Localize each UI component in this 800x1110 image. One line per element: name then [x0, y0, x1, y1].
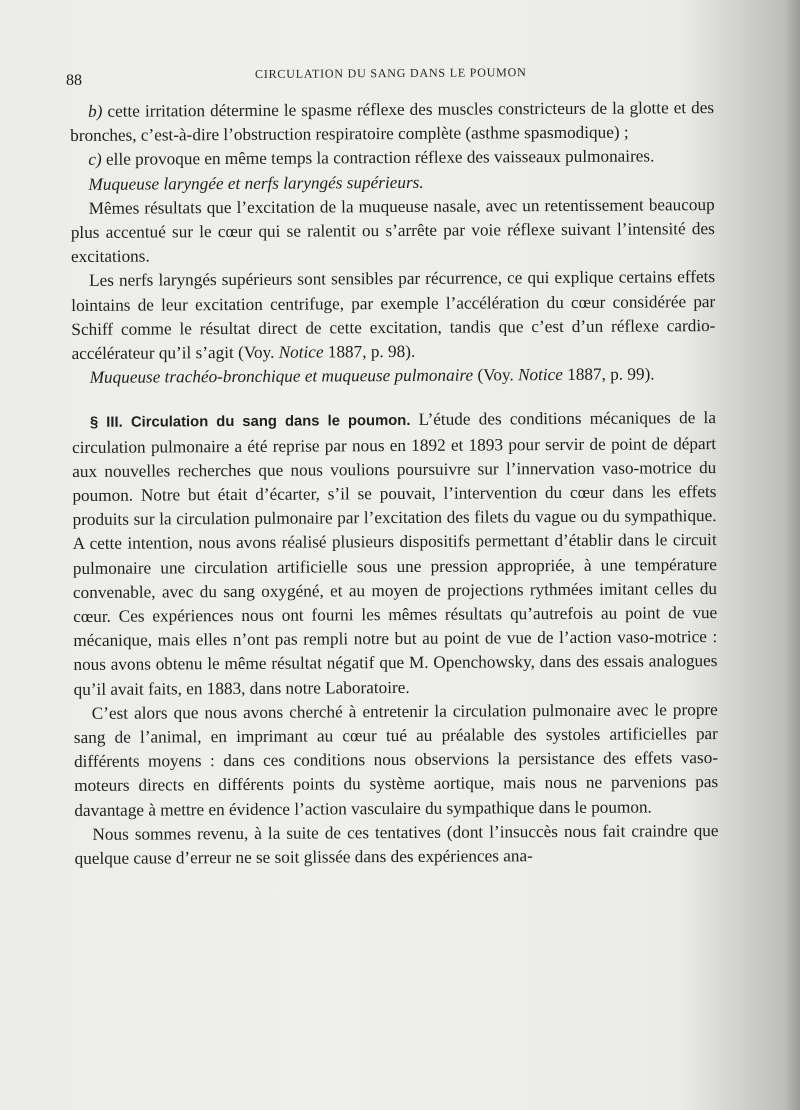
section-iii-paragraph-2: C’est alors que nous avons cherché à entretenir la circulation pulmonaire avec le propre sang de l’animal, en imprimant au cœur tué au préalable des systoles artificielles par différents moyens : dans ces conditions nous observions la persistance des effets vaso-moteurs directs en différents points du système aortique, mais nous ne parvenions pas davantage à mettre en évidence l’action vasculaire du sympathique dans le poumon. — [73, 699, 719, 820]
paragraph-laryngeal-nerves-end: 1887, p. 98). — [323, 341, 416, 362]
subheading-tracheobronchial-title: Muqueuse trachéo-bronchique et muqueuse pulmonaire — [89, 365, 474, 388]
item-c-paragraph — [70, 144, 714, 172]
item-b-paragraph — [70, 96, 714, 148]
paragraph-laryngeal-effects: Mêmes résultats que l’excitation de la muqueuse nasale, avec un retentissement beaucoup plus accentué sur le cœur qui se ralentit ou s’arrête par voie réflexe suivant l’intensité des excitations. — [70, 194, 715, 267]
paragraph-laryngeal-nerves-text: Les nerfs laryngés supérieurs sont sensibles par récurrence, ce qui explique certains effets lointains de leur excitation centrifuge, par exemple l’accélération du cœur considérée par Schiff comme le résultat direct de cette excitation, tandis que c’est d’un réflexe cardio-accélérateur qu’il s’agit (Voy. — [71, 267, 716, 364]
item-b-text: cette irritation détermine le spasme réflexe des muscles constricteurs de la glotte et des bronches, c’est-à-dire l’obstruction respiratoire complète (asthme spasmodique) ; — [70, 98, 715, 146]
item-c-text: elle provoque en même temps la contraction réflexe des vaisseaux pulmonaires. — [105, 146, 655, 170]
running-title: CIRCULATION DU SANG DANS LE POUMON — [254, 65, 527, 81]
subheading-tracheobronchial-ref-start: (Voy. — [473, 365, 519, 385]
item-c-marker: c) — [88, 150, 102, 170]
section-iii-paragraph — [72, 406, 718, 701]
subheading-tracheobronchial — [72, 362, 716, 390]
section-label: § III. — [89, 415, 123, 432]
page-body — [70, 96, 719, 871]
section-iii-text: L’étude des conditions mécaniques de la circulation pulmonaire a été reprise par nous en 1892 et 1893 pour servir de point de départ aux nouvelles recherches que nous voulions poursuivre sur l’innervation vaso-motrice du poumon. Notre but était d’écarter, s’il se pouvait, l’intervention du cœur dans les effets produits sur la circulation pulmonaire par l’excitation des filets du vague ou du sympathique. A cette intention, nous avons réalisé plusieurs dispositifs permettant d’établir dans le circuit pulmonaire une circulation artificielle sous une pression appropriée, à une température convenable, avec du sang oxygéné, et au moyen de projections rythmées imitant celles du cœur. Ces expériences nous ont fourni les mêmes résultats qu’autrefois au point de vue mécanique, mais elles n’ont pas rempli notre but au point de vue de l’action vaso-motrice : nous avons obtenu le même résultat négatif que M. Openchowsky, dans des essais analogues qu’il avait faits, en 1883, dans notre Laboratoire. — [72, 408, 718, 699]
subheading-laryngeal: Muqueuse laryngée et nerfs laryngés supérieurs. — [88, 172, 424, 194]
subheading-tracheobronchial-ref-end: 1887, p. 99). — [562, 364, 655, 385]
section-iii-paragraph-3: Nous sommes revenu, à la suite de ces tentatives (dont l’insuccès nous fait craindre que quelque cause d’erreur ne se soit glissée dans des expériences ana- — [74, 820, 719, 869]
subheading-tracheobronchial-notice: Notice — [517, 365, 563, 385]
page-number: 88 — [66, 72, 82, 89]
section-title: Circulation du sang dans le poumon. — [130, 413, 411, 432]
notice-reference: Notice — [278, 342, 324, 362]
paragraph-laryngeal-nerves — [71, 265, 716, 366]
item-b-marker: b) — [88, 101, 103, 121]
